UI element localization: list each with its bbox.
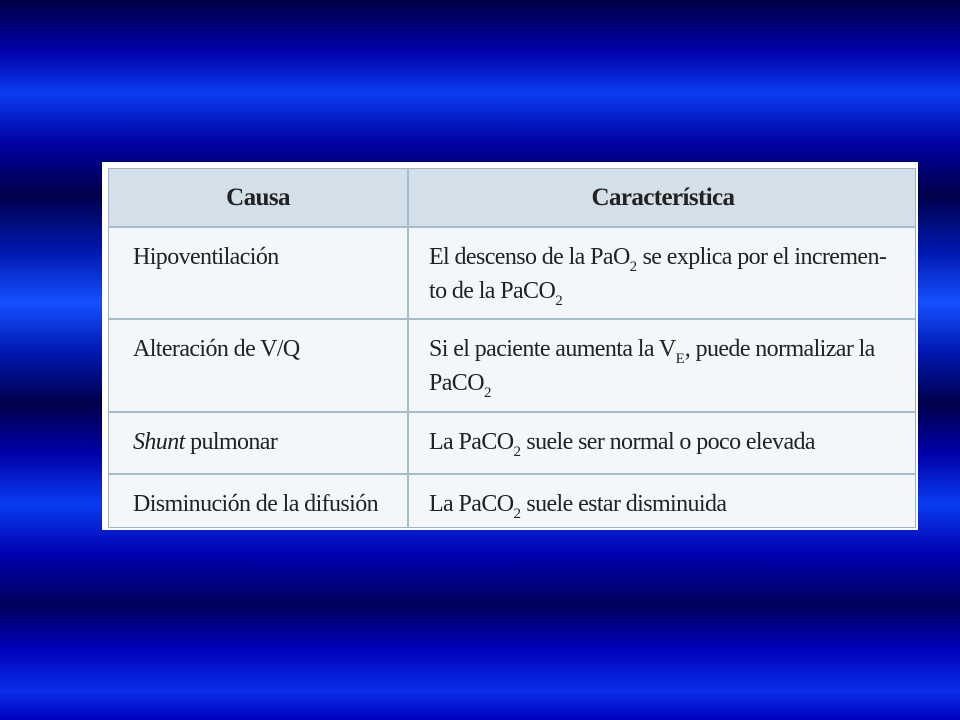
table-header-row <box>109 169 916 227</box>
cell-causa: Disminución de la difusión <box>109 474 408 528</box>
cell-text: La PaCO <box>429 429 514 455</box>
cell-text: El descenso de la PaO <box>429 244 630 270</box>
cell-caracteristica <box>408 227 916 319</box>
table-row <box>109 474 916 528</box>
cell-causa <box>109 412 408 474</box>
cell-text: se explica por el incremen-to de la PaCO <box>429 244 887 304</box>
header-causa: Causa <box>109 169 408 227</box>
subscript: 2 <box>555 293 563 309</box>
cell-text: suele ser normal o poco elevada <box>520 429 815 455</box>
table-frame <box>108 168 916 528</box>
subscript: 2 <box>513 506 521 522</box>
cell-text: Si el paciente aumenta la V <box>429 336 676 362</box>
cell-caracteristica <box>408 319 916 412</box>
cell-text: suele estar disminuida <box>520 491 727 517</box>
cell-text: pulmonar <box>184 429 278 455</box>
cell-text-italic: Shunt <box>133 429 185 455</box>
cell-causa: Hipoventilación <box>109 227 408 319</box>
cell-causa: Alteración de V/Q <box>109 319 408 412</box>
subscript: 2 <box>513 444 521 460</box>
cell-text: La PaCO <box>429 491 514 517</box>
cell-caracteristica <box>408 412 916 474</box>
header-caracteristica: Característica <box>408 169 916 227</box>
cell-caracteristica <box>408 474 916 528</box>
table-row <box>109 319 916 412</box>
subscript: 2 <box>483 385 492 401</box>
subscript: E <box>675 351 685 367</box>
table-row <box>109 227 916 319</box>
cell-text: , puede normalizar la PaCO <box>429 336 875 396</box>
table-image <box>102 162 918 530</box>
causes-table <box>109 169 916 528</box>
table-row <box>109 412 916 474</box>
subscript: 2 <box>629 259 638 275</box>
